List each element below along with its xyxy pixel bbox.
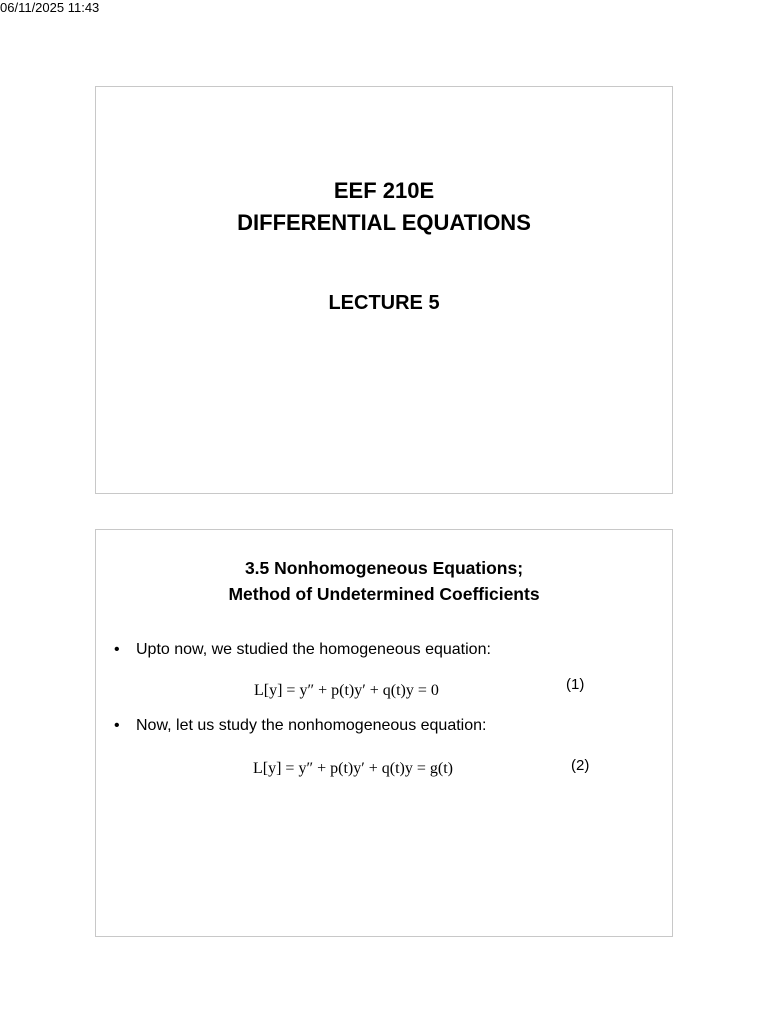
bullet-dot: •	[114, 641, 120, 658]
course-code: EEF 210E	[333, 178, 435, 203]
print-timestamp: 06/11/2025 11:43	[0, 0, 100, 15]
slide-title	[95, 86, 673, 494]
section-title	[96, 555, 672, 607]
bullet-text: Now, let us study the nonhomogeneous equation:	[136, 717, 487, 734]
course-title	[96, 175, 672, 239]
lecture-number: LECTURE 5	[328, 292, 440, 314]
equation-homogeneous: L[y] = y″ + p(t)y′ + q(t)y = 0	[254, 682, 439, 699]
equation-number-1: (1)	[566, 676, 585, 693]
bullet-text: Upto now, we studied the homogeneous equation:	[136, 641, 491, 658]
section-title-line1: 3.5 Nonhomogeneous Equations;	[244, 558, 524, 578]
bullet-homogeneous	[114, 639, 491, 661]
bullet-dot: •	[114, 717, 120, 734]
section-title-line2: Method of Undetermined Coefficients	[228, 584, 540, 604]
equation-nonhomogeneous: L[y] = y″ + p(t)y′ + q(t)y = g(t)	[253, 760, 453, 777]
slide-nonhomogeneous	[95, 529, 673, 937]
course-name: DIFFERENTIAL EQUATIONS	[237, 210, 531, 235]
bullet-nonhomogeneous	[114, 715, 486, 737]
equation-number-2: (2)	[571, 757, 590, 774]
